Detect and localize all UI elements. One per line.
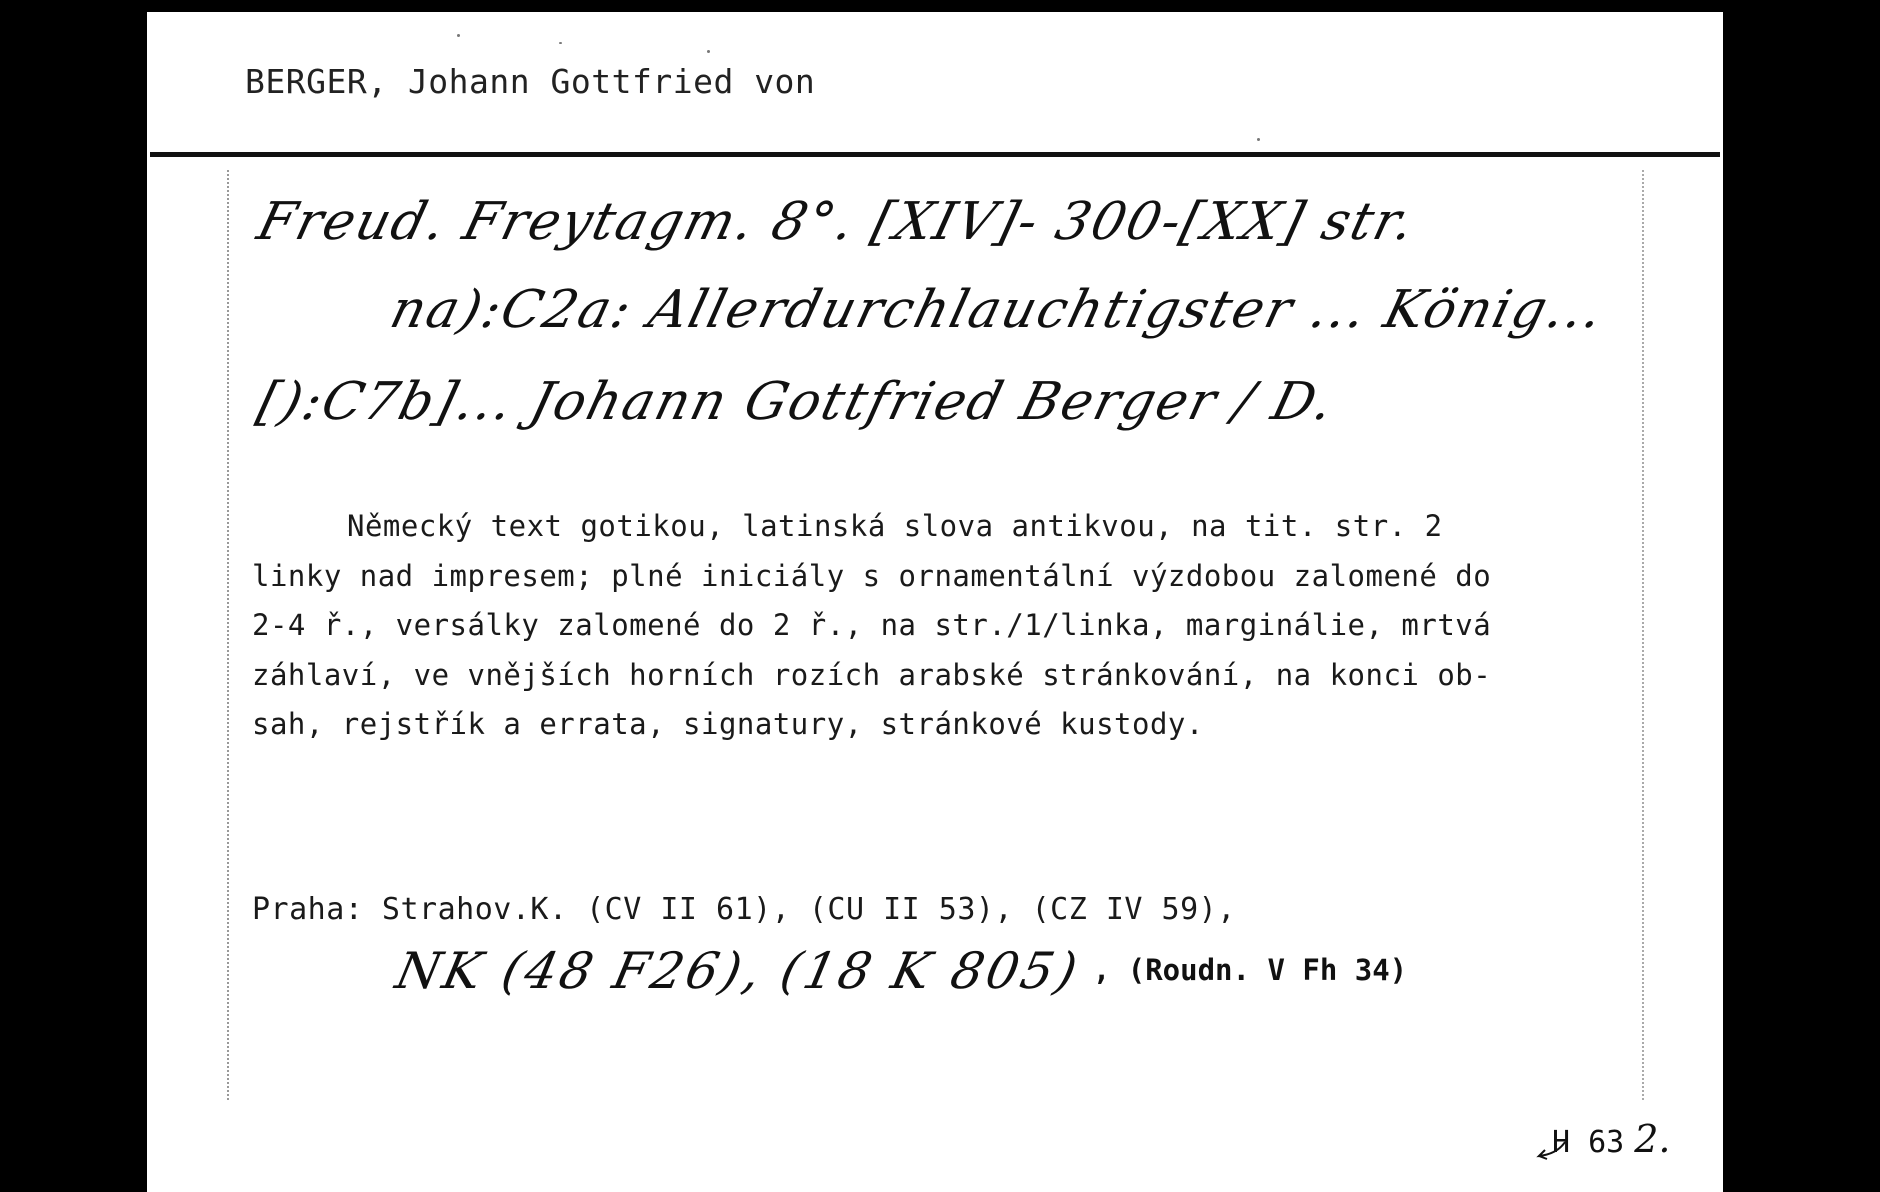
catalog-card — [147, 12, 1723, 1192]
description-line: linky nad impresem; plné iniciály s ornamentální výzdobou zalomené do — [252, 558, 1492, 593]
right-margin-line — [1642, 170, 1644, 1100]
hook-mark-icon — [1535, 1140, 1569, 1160]
description-line: záhlaví, ve vnějších horních rozích arabské stránkování, na konci ob- — [252, 657, 1492, 692]
description-block — [252, 502, 1622, 750]
holdings-line-1: Praha: Strahov.K. (CV II 61), (CU II 53), (CZ IV 59), — [252, 892, 1236, 927]
heading-rule — [150, 152, 1720, 157]
shelfmark-typed: H 63 — [1552, 1125, 1625, 1160]
paper-speck — [457, 34, 460, 37]
handwritten-title-line-2: na):C2a: Allerdurchlauchtigster ... König... — [384, 280, 1611, 340]
holdings-handwritten: NK (48 F26), (18 K 805) — [390, 942, 1086, 1000]
card-heading: BERGER, Johann Gottfried von — [245, 62, 816, 101]
paper-speck — [559, 42, 562, 44]
paper-speck — [1257, 138, 1260, 141]
paper-speck — [707, 50, 710, 53]
holdings-typed: , (Roudn. V Fh 34) — [1092, 953, 1408, 987]
shelfmark — [1552, 1117, 1671, 1161]
description-line: 2-4 ř., versálky zalomené do 2 ř., na str./1/linka, marginálie, mrtvá — [252, 608, 1492, 642]
left-margin-line — [227, 170, 229, 1100]
shelfmark-handwritten: 2. — [1634, 1117, 1671, 1161]
description-line: sah, rejstřík a errata, signatury, stránkové kustody. — [252, 707, 1204, 741]
holdings-line-2 — [390, 942, 1408, 1000]
description-text: Německý text gotikou, latinská slova antikvou, na tit. str. 2 — [347, 509, 1443, 543]
handwritten-title-line-1: Freud. Freytagm. 8°. [XIV]- 300-[XX] str. — [251, 192, 1422, 252]
handwritten-title-line-3: [):C7b]... Johann Gottfried Berger / D. — [251, 372, 1341, 432]
description-line — [252, 502, 1622, 552]
